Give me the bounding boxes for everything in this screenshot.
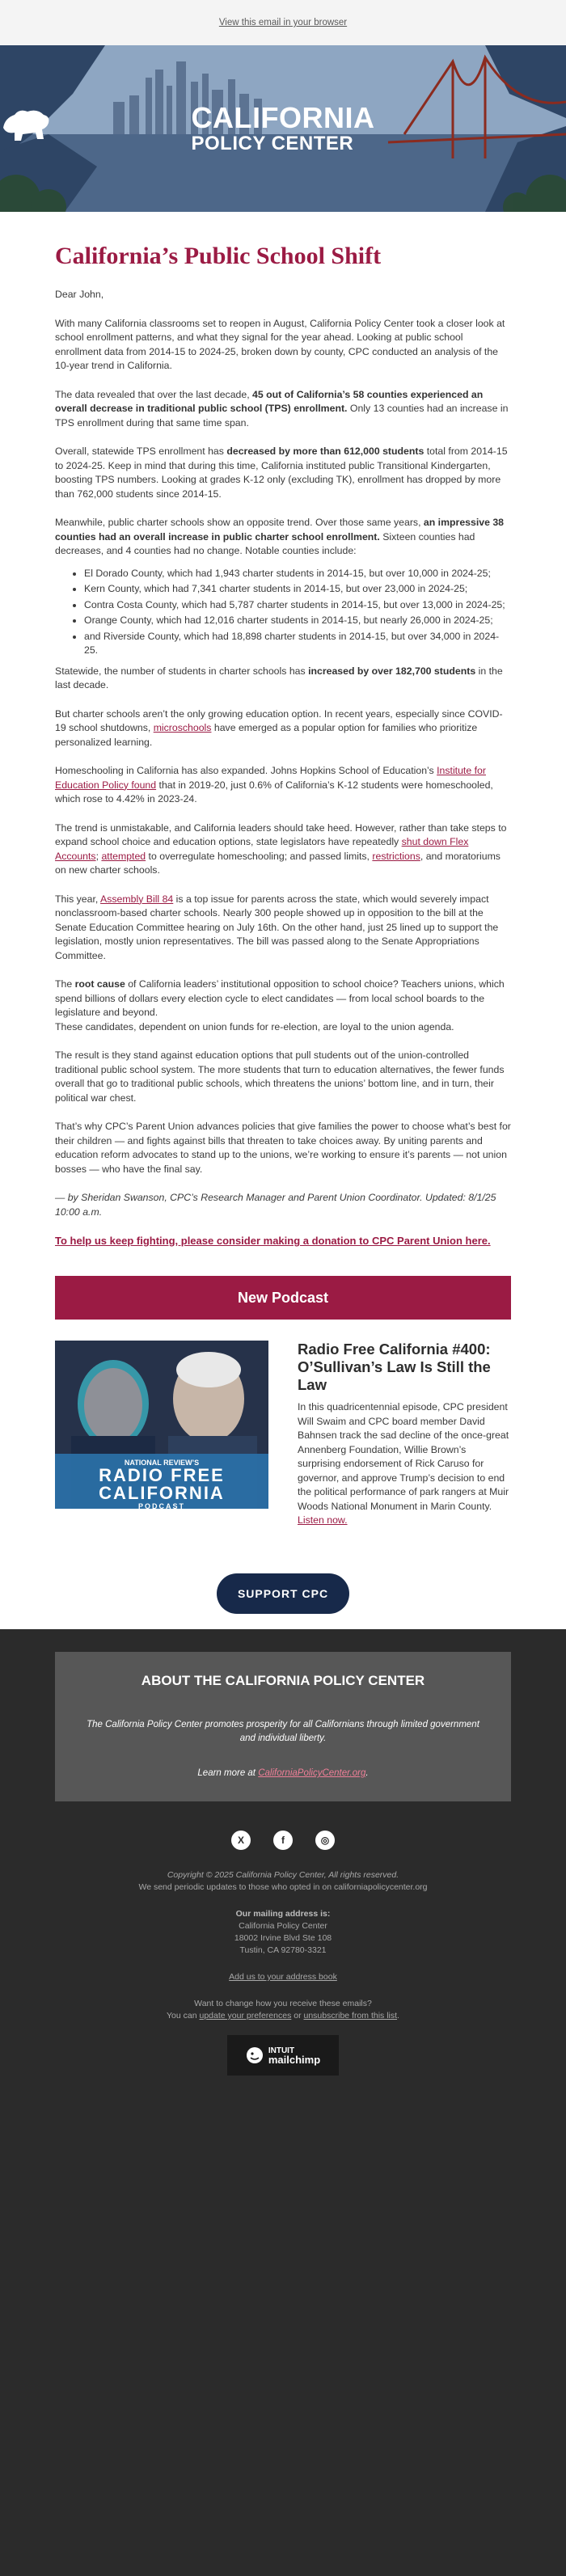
attempted-link[interactable]: attempted <box>101 850 146 862</box>
learn-more: Learn more at CaliforniaPolicyCenter.org. <box>197 1768 369 1778</box>
podcast-banner: New Podcast <box>55 1276 511 1320</box>
flex-accounts-link[interactable]: shut down Flex Accounts <box>55 836 469 862</box>
logo-line-1: CALIFORNIA <box>191 101 375 134</box>
thumb-line-4: PODCAST <box>137 1502 185 1509</box>
thumb-line-2: RADIO FREE <box>99 1465 225 1485</box>
paragraph-2: The data revealed that over the last decade, 45 out of California’s 58 counties experienced an overall decrease in traditional public school (TPS) enrollment. Only 13 counties had an increase in TPS enrollment during that same time span. <box>55 388 509 429</box>
paragraph-4: Meanwhile, public charter schools show an opposite trend. Over those same years, an impressive 38 counties had an overall increase in public charter school enrollment. Sixteen counties had decreases, and 4 counties had no change. Notable counties include: <box>55 517 505 556</box>
logo-text <box>192 103 375 154</box>
mailchimp-icon <box>246 2046 264 2064</box>
footer <box>0 1629 566 2576</box>
mailchimp-badge[interactable] <box>227 2035 339 2076</box>
paragraph-10: The root cause of California leaders’ institutional opposition to school choice? Teachers unions, which spend billions of dollars every election cycle to elect candidates — from local school boards to the legislature and beyond. These candidates, dependent on union funds for re-election, are loyal to the union agenda. <box>55 978 505 1033</box>
list-item: • Contra Costa County, which had 5,787 charter students in 2014-15, but over 13,000 in 2024-25; <box>84 598 511 613</box>
hero-banner <box>0 45 566 212</box>
article-body <box>0 212 566 1629</box>
update-preferences-link[interactable]: update your preferences <box>199 2011 292 2021</box>
cpc-logo[interactable] <box>0 103 566 154</box>
paragraph-12: That’s why CPC’s Parent Union advances policies that give families the power to choose what’s best for their children — and fights against bills that threaten to take choices away. By uniting parents and education reform advocates to stand up to the unions, we’re working to ensure it’s parents — not union bosses — who have the final say. <box>55 1121 511 1175</box>
thumb-line-1: NATIONAL REVIEW’S <box>124 1459 200 1467</box>
article-title: California’s Public School Shift <box>55 243 382 269</box>
paragraph-11: The result is they stand against education options that pull students out of the union-controlled traditional public school system. The more students that turn to education alternatives, the fewer funds overall that go to traditional public schools, which threatens the unions’ bottom line, and in turn, their political war chest. <box>55 1049 505 1104</box>
mailchimp-line-1: INTUIT <box>268 2046 295 2055</box>
institute-link[interactable]: Institute for Education Policy found <box>55 765 486 791</box>
address-line-3: Tustin, CA 92780-3321 <box>239 1945 327 1955</box>
support-cpc-button[interactable]: SUPPORT CPC <box>217 1573 349 1614</box>
top-bar <box>0 0 566 45</box>
list-item: • Kern County, which had 7,341 charter students in 2014-15, but over 23,000 in 2024-25; <box>84 582 511 597</box>
copyright: Copyright © 2025 California Policy Center, All rights reserved. <box>167 1870 399 1880</box>
mailchimp-text <box>268 2046 320 2064</box>
paragraph-6: But charter schools aren’t the only growing education option. In recent years, especially since COVID-19 school shutdowns, microschools have emerged as a popular option for families who prioritize personalized learning. <box>55 707 503 748</box>
logo-line-2: POLICY CENTER <box>191 133 354 154</box>
website-link[interactable]: CaliforniaPolicyCenter.org <box>258 1768 366 1778</box>
assembly-bill-link[interactable]: Assembly Bill 84 <box>100 893 174 905</box>
podcast-title[interactable]: Radio Free California #400: O’Sullivan’s Law Is Still the Law <box>298 1341 491 1393</box>
paragraph-7: Homeschooling in California has also expanded. Johns Hopkins School of Education’s Institute for Education Policy found that in 2019-20, just 0.6% of California’s K-12 students were homeschooled, which rose to 4.42% in 2023-24. <box>55 765 493 804</box>
x-icon[interactable]: X <box>231 1831 251 1850</box>
address-book-link[interactable]: Add us to your address book <box>229 1972 337 1982</box>
listen-now-link[interactable]: Listen now. <box>298 1514 348 1526</box>
paragraph-5: Statewide, the number of students in charter schools has increased by over 182,700 students in the last decade. <box>55 665 503 690</box>
support-wrap <box>55 1573 511 1614</box>
change-question: Want to change how you receive these emails? <box>194 1999 372 2008</box>
list-item: • Orange County, which had 12,016 charter students in 2014-15, but nearly 26,000 in 2024-25; <box>84 614 511 628</box>
podcast-thumbnail[interactable] <box>55 1341 268 1509</box>
thumbnail-caption <box>55 1454 268 1509</box>
greeting: Dear John, <box>55 289 104 300</box>
podcast-text <box>298 1341 511 1543</box>
paragraph-9: This year, Assembly Bill 84 is a top issue for parents across the state, which would severely impact nonclassroom-based charter schools. Nearly 300 people showed up in opposition to the bill at the Senate Education Committee hearing on July 16th. On the other hand, just 25 lined up to support the legislation, mostly union representatives. The bill was passed along to the Senate Appropriations Committee. <box>55 893 499 961</box>
social-links <box>0 1831 566 1850</box>
bear-icon <box>0 103 53 146</box>
view-in-browser-link[interactable]: View this email in your browser <box>218 18 348 27</box>
thumb-line-3: CALIFORNIA <box>99 1483 225 1503</box>
address-line-2: 18002 Irvine Blvd Ste 108 <box>234 1933 332 1943</box>
paragraph-3: Overall, statewide TPS enrollment has decreased by more than 612,000 students total from 2014-15 to 2024-25. Keep in mind that during this time, California instituted public Transitional Kindergarten, boosting TPS numbers. Looking at grades K-12 only (excluding TK), enrollment has dropped by more than 762,000 students since 2014-15. <box>55 446 508 500</box>
donate-link[interactable]: To help us keep fighting, please consider making a donation to CPC Parent Union here. <box>55 1235 491 1247</box>
change-options: You can update your preferences or unsubscribe from this list. <box>167 2011 399 2021</box>
list-item: • and Riverside County, which had 18,898 charter students in 2014-15, but over 34,000 in 2024-25. <box>84 630 511 658</box>
paragraph-8: The trend is unmistakable, and California leaders should take heed. However, rather than take steps to expand school choice and education options, state legislators have repeatedly shut down Flex Accounts; attempted to overregulate homeschooling; and passed limits, restrictions, and moratoriums on new charter schools. <box>55 821 507 876</box>
about-title: ABOUT THE CALIFORNIA POLICY CENTER <box>141 1673 425 1688</box>
mailchimp-line-2: mailchimp <box>268 2054 321 2066</box>
about-body: The California Policy Center promotes prosperity for all Californians through limited government and individual liberty. <box>87 1720 479 1743</box>
mailing-title: Our mailing address is: <box>235 1909 331 1919</box>
county-list <box>55 567 511 658</box>
periodic-note: We send periodic updates to those who opted in on californiapolicycenter.org <box>138 1882 428 1892</box>
podcast-section <box>55 1341 511 1543</box>
footer-meta <box>0 1869 566 2022</box>
unsubscribe-link[interactable]: unsubscribe from this list <box>303 2011 398 2021</box>
list-item: • El Dorado County, which had 1,943 charter students in 2014-15, but over 10,000 in 2024-25; <box>84 567 511 581</box>
signature: — by Sheridan Swanson, CPC’s Research Manager and Parent Union Coordinator. Updated: 8/1/25 10:00 a.m. <box>55 1192 496 1218</box>
about-box <box>55 1652 511 1801</box>
restrictions-link[interactable]: restrictions <box>372 850 420 862</box>
instagram-icon[interactable]: ◎ <box>315 1831 335 1850</box>
address-line-1: California Policy Center <box>239 1921 327 1931</box>
paragraph-1: With many California classrooms set to reopen in August, California Policy Center took a closer look at school enrollment patterns, and what they signal for the year ahead. Looking at public school enrollment data from 2014-15 to 2024-25, broken down by county, CPC conducted an analysis of the 10-year trend in California. <box>55 317 505 371</box>
microschools-link[interactable]: microschools <box>153 722 212 733</box>
podcast-description: In this quadricentennial episode, CPC president Will Swaim and CPC board member David Bahnsen track the sad decline of the once-great Annenberg Foundation, Willie Brown’s surprising endorsement of Rick Caruso for governor, and approve Trump’s decision to end the political performance of park rangers at Muir Woods National Monument in Marin County. Listen now. <box>298 1401 509 1526</box>
facebook-icon[interactable]: f <box>273 1831 293 1850</box>
